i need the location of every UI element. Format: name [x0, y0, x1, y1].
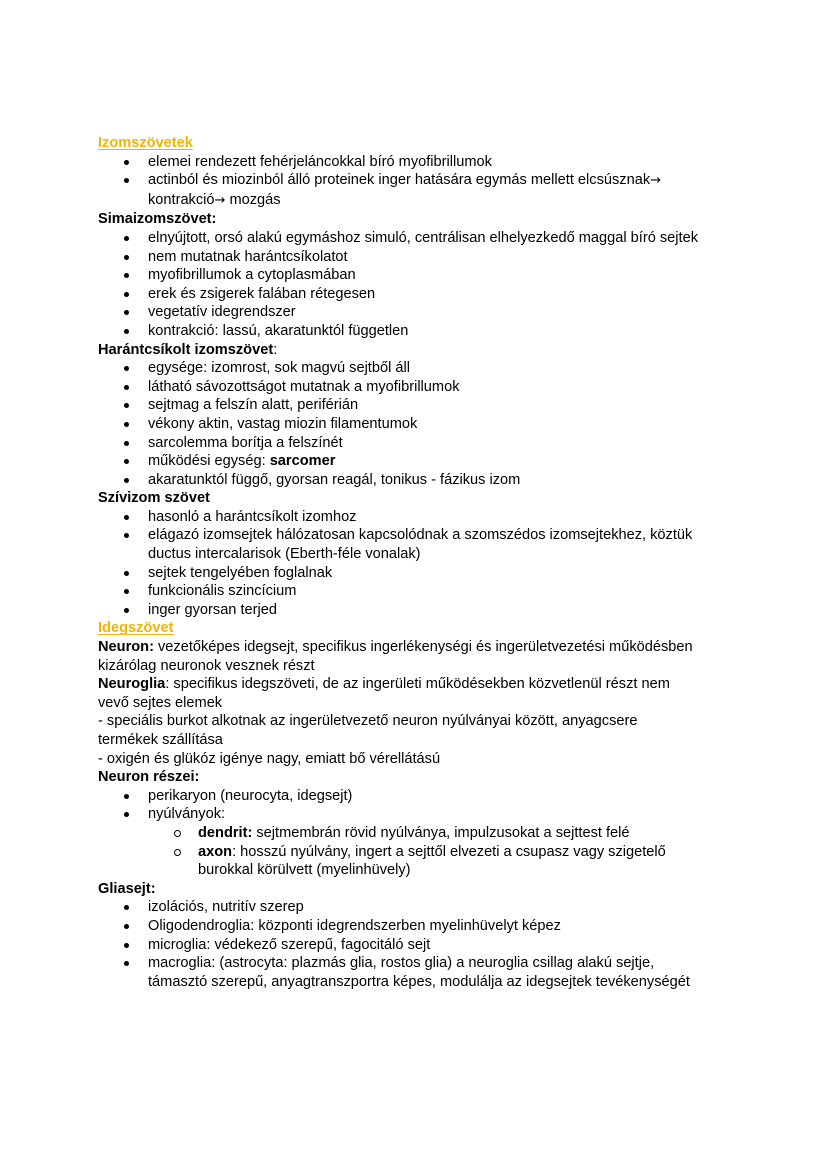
- section-title-neuron-reszei: Neuron részei:: [98, 769, 200, 786]
- list-item: inger gyorsan terjed: [98, 601, 738, 620]
- list-item: perikaryon (neurocyta, idegsejt): [98, 787, 738, 806]
- list-item: [98, 153, 738, 172]
- simaizom-list: [98, 229, 738, 341]
- list-item: hasonló a harántcsíkolt izomhoz: [98, 508, 738, 527]
- nyulvanyok-sublist: [98, 824, 738, 880]
- gliasejt-list: [98, 898, 738, 991]
- list-item-text: elemei rendezett fehérjeláncokkal bíró myofibrillumok: [148, 153, 492, 170]
- list-item: vegetatív idegrendszer: [98, 303, 738, 322]
- document-content: [98, 134, 738, 991]
- list-item: nem mutatnak harántcsíkolatot: [98, 248, 738, 267]
- section-title-harantcsikolt: Harántcsíkolt izomszövet:: [98, 341, 278, 358]
- list-item-text: actinból és miozinból álló proteinek inger hatására egymás mellett elcsúsznak: [148, 172, 651, 189]
- list-item: izolációs, nutritív szerep: [98, 898, 738, 917]
- list-item: elnyújtott, orsó alakú egymáshoz simuló, centrálisan elhelyezkedő maggal bíró sejtek: [98, 229, 738, 248]
- izom-list: [98, 153, 738, 211]
- list-item: látható sávozottságot mutatnak a myofibrillumok: [98, 378, 738, 397]
- paragraph-neuroglia: Neuroglia: specifikus idegszöveti, de az ingerületi működésekben közvetlenül részt nem: [98, 676, 670, 693]
- list-item: erek és zsigerek falában rétegesen: [98, 285, 738, 304]
- list-item: vékony aktin, vastag miozin filamentumok: [98, 415, 738, 434]
- list-item: Oligodendroglia: központi idegrendszerben myelinhüvelyt képez: [98, 917, 738, 936]
- section-title-szivizom: Szívizom szövet: [98, 490, 210, 507]
- list-item: microglia: védekező szerepű, fagocitáló sejt: [98, 936, 738, 955]
- list-item-text: mozgás: [229, 191, 281, 208]
- list-item: működési egység: sarcomer: [98, 452, 738, 471]
- list-item: myofibrillumok a cytoplasmában: [98, 266, 738, 285]
- list-item: macroglia: (astrocyta: plazmás glia, rostos glia) a neuroglia csillag alakú sejtje, támasztó szerepű, anyagtranszportra képes, modulálja az idegsejtek tevékenységét: [98, 954, 738, 991]
- paragraph-text: - speciális burkot alkotnak az ingerületvezető neuron nyúlványai között, anyagcsere: [98, 713, 638, 730]
- section-title-izomszovetek: Izomszövetek: [98, 135, 193, 151]
- arrow-right-icon: →: [214, 192, 226, 208]
- list-item: [98, 171, 738, 210]
- list-item: funkcionális szincícium: [98, 582, 738, 601]
- paragraph-text: termékek szállítása: [98, 732, 223, 748]
- paragraph-neuron: Neuron: vezetőképes idegsejt, specifikus ingerlékenységi és ingerületvezetési működésben: [98, 639, 693, 656]
- paragraph-text: vevő sejtes elemek: [98, 694, 223, 711]
- bold-term: sarcomer: [269, 453, 336, 470]
- paragraph-text: - oxigén és glükóz igénye nagy, emiatt bő vérellátású: [98, 750, 441, 767]
- neuron-reszei-list: [98, 787, 738, 824]
- harantcsikolt-list: [98, 359, 738, 489]
- list-item-text: kontrakció: [148, 191, 215, 208]
- list-item: sarcolemma borítja a felszínét: [98, 434, 738, 453]
- section-title-simaizom: Simaizomszövet:: [98, 211, 217, 228]
- sub-list-item: dendrit: sejtmembrán rövid nyúlványa, impulzusokat a sejttest felé: [98, 824, 738, 843]
- list-item: akaratunktól függő, gyorsan reagál, tonikus - fázikus izom: [98, 471, 738, 490]
- list-item: kontrakció: lassú, akaratunktól független: [98, 322, 738, 341]
- list-item: egysége: izomrost, sok magvú sejtből áll: [98, 359, 738, 378]
- list-item: sejtmag a felszín alatt, periférián: [98, 396, 738, 415]
- arrow-right-icon: →: [650, 173, 662, 189]
- szivizom-list: [98, 508, 738, 620]
- list-item: elágazó izomsejtek hálózatosan kapcsolódnak a szomszédos izomsejtekhez, köztük ductus intercalarisok (Eberth-féle vonalak): [98, 526, 738, 563]
- list-item: sejtek tengelyében foglalnak: [98, 564, 738, 583]
- paragraph-text: kizárólag neuronok vesznek részt: [98, 657, 315, 674]
- sub-list-item: axon: hosszú nyúlvány, ingert a sejttől elvezeti a csupasz vagy szigetelő burokkal körülvett (myelinhüvely): [98, 843, 738, 880]
- list-item: nyúlványok:: [98, 805, 738, 824]
- section-title-gliasejt: Gliasejt:: [98, 880, 156, 897]
- section-title-idegszovet: Idegszövet: [98, 620, 174, 637]
